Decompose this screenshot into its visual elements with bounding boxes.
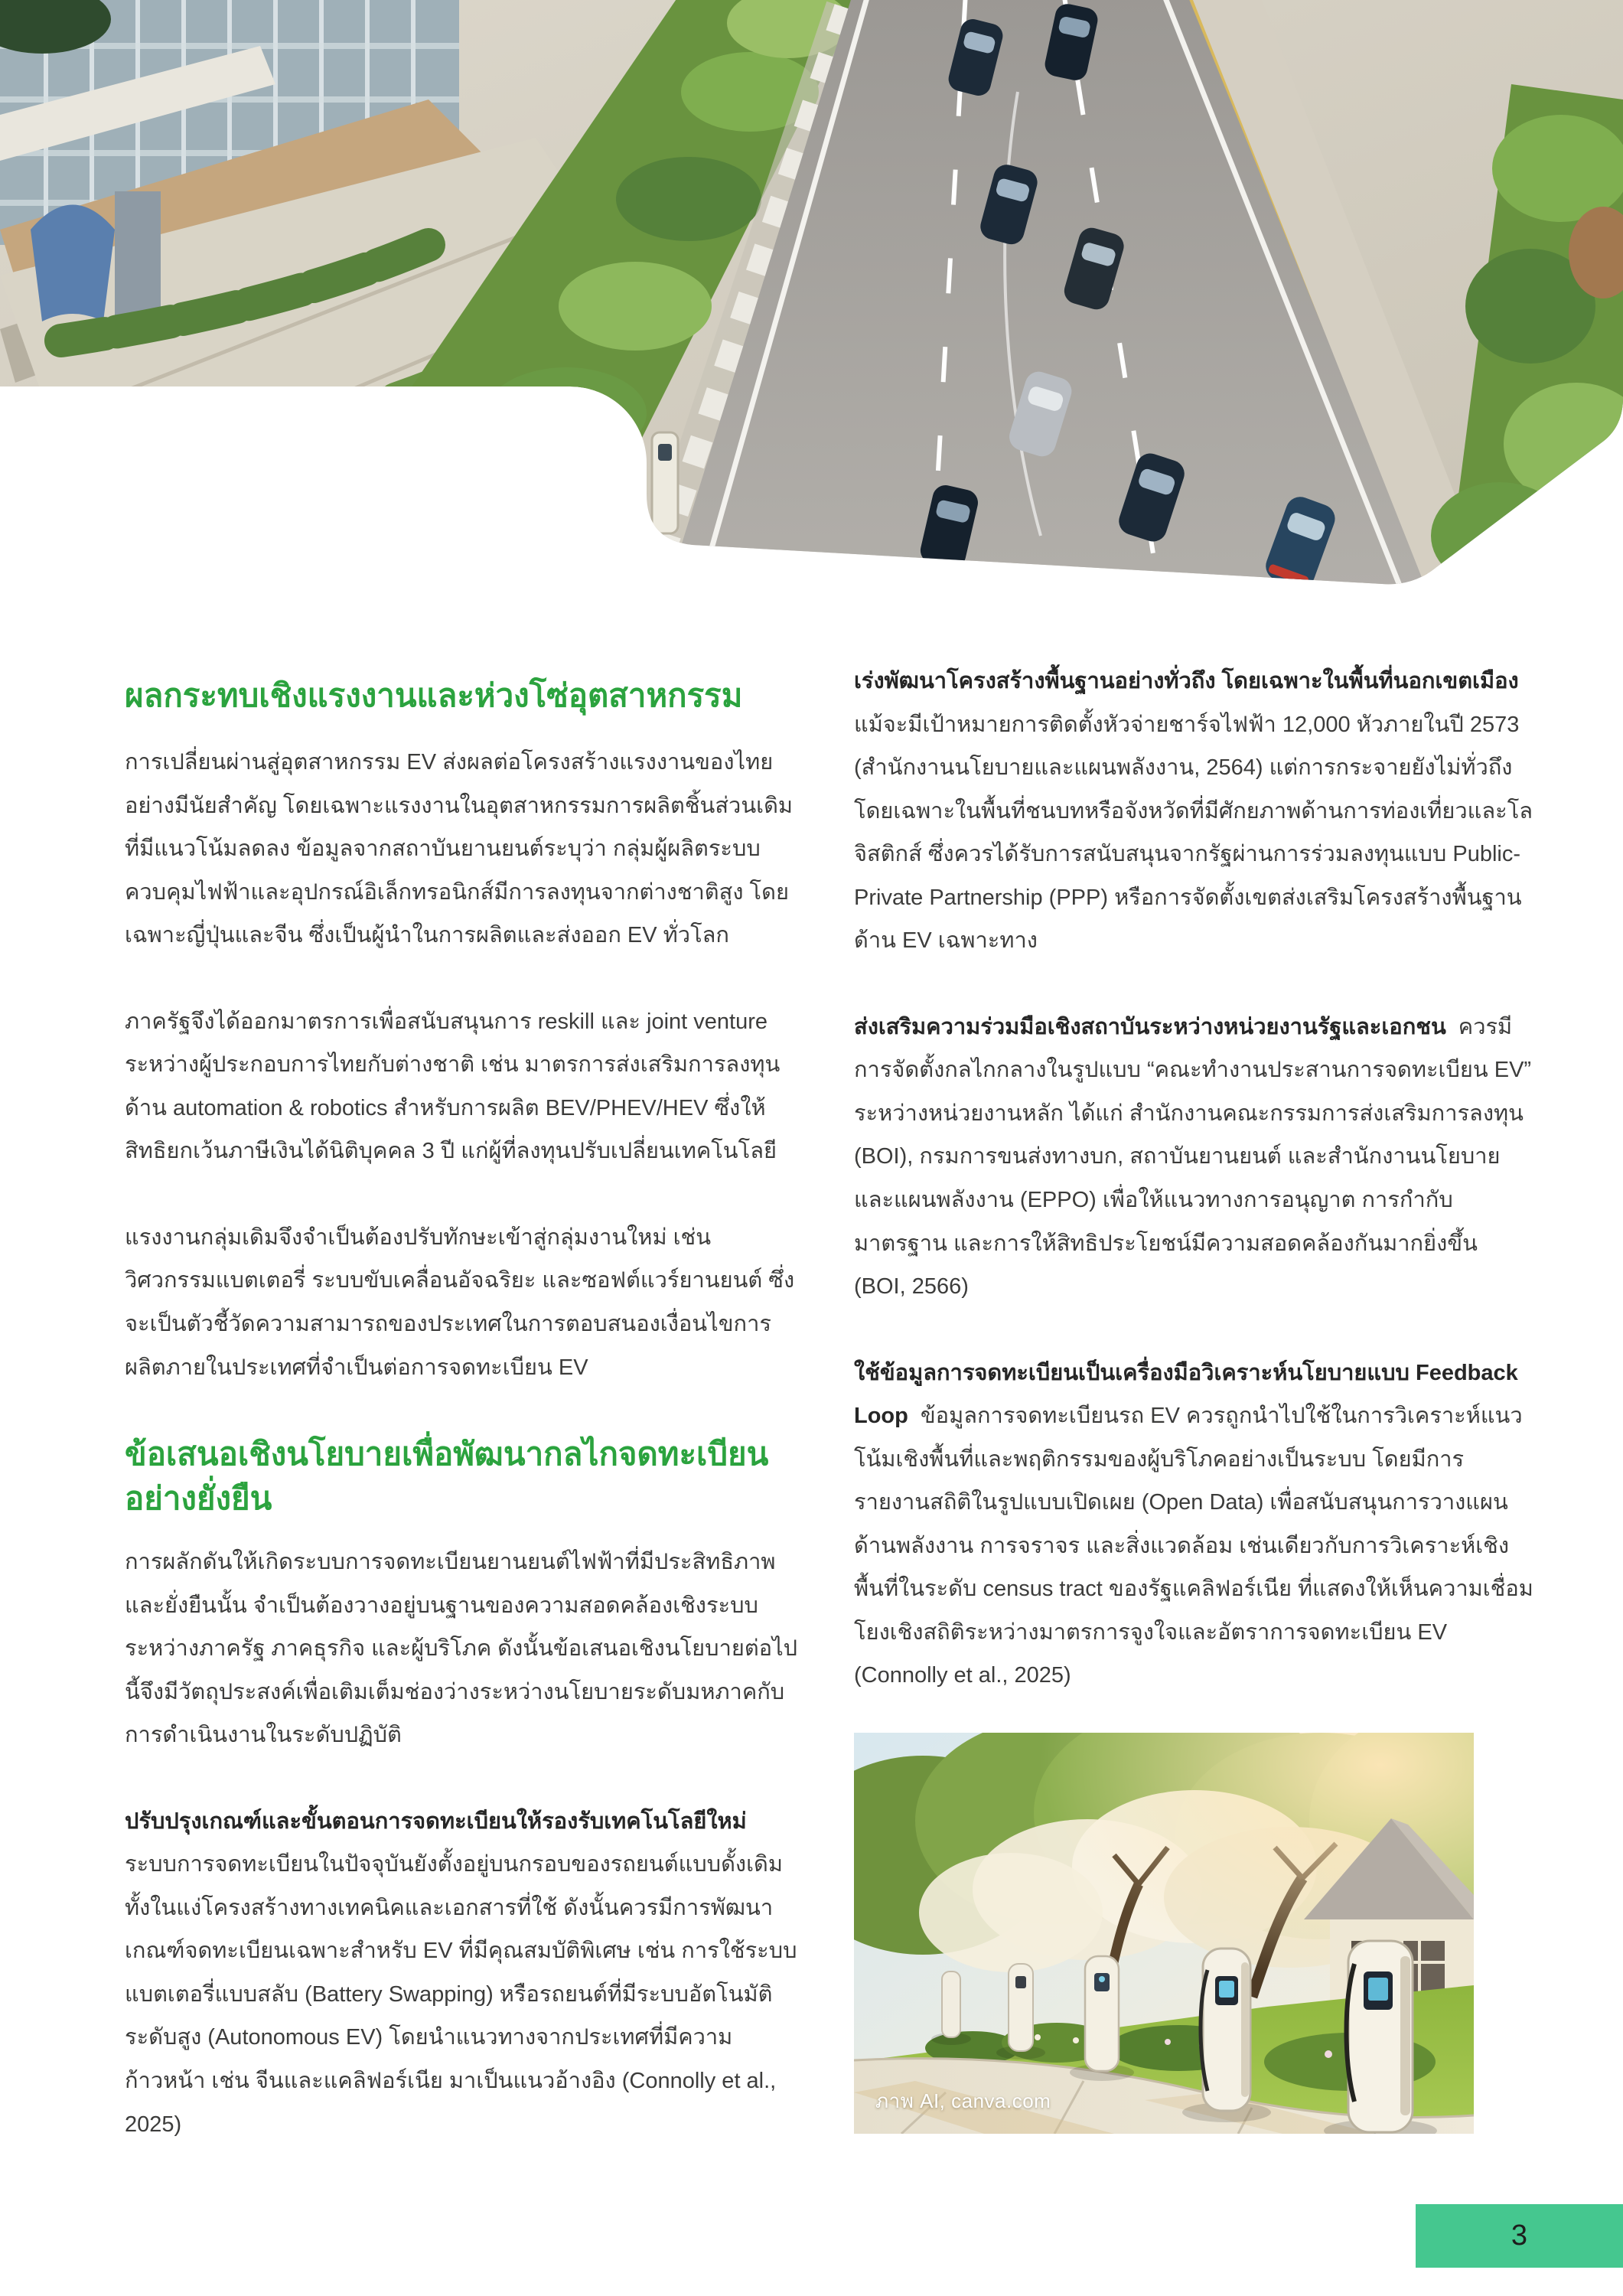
charging-park-image	[854, 1733, 1474, 2134]
left-column	[125, 673, 802, 2189]
section-heading-labor: ผลกระทบเชิงแรงงานและห่วงโซ่อุตสาหกรรม	[125, 677, 743, 713]
policy-item-body: ข้อมูลการจดทะเบียนรถ EV ควรถูกนำไปใช้ในการวิเคราะห์แนวโน้มเชิงพื้นที่และพฤติกรรมของผู้บริโภคอย่างเป็นระบบ โดยมีการรายงานสถิติในรูปแบบเปิดเผย (Open Data) เพื่อสนับสนุนการวางแผนด้านพลังงาน การจราจร และสิ่งแวดล้อม เช่นเดียวกับการวิเคราะห์เชิงพื้นที่ในระดับ census tract ของรัฐแคลิฟอร์เนีย ที่แสดงให้เห็นความเชื่อมโยงเชิงสถิติระหว่างมาตรการจูงใจและอัตราการจดทะเบียน EV (Connolly et al., 2025)	[854, 1404, 1533, 1688]
policy-item-body: ระบบการจดทะเบียนในปัจจุบันยังตั้งอยู่บนกรอบของรถยนต์แบบดั้งเดิม ทั้งในแง่โครงสร้างทางเทคนิคและเอกสารที่ใช้ ดังนั้นควรมีการพัฒนาเกณฑ์จดทะเบียนเฉพาะสำหรับ EV ที่มีคุณสมบัติพิเศษ เช่น การใช้ระบบแบตเตอรี่แบบสลับ (Battery Swapping) หรือรถยนต์ที่มีระบบอัตโนมัติระดับสูง (Autonomous EV) โดยนำแนวทางจากประเทศที่มีความก้าวหน้า เช่น จีนและแคลิฟอร์เนีย มาเป็นแนวอ้างอิง (Connolly et al., 2025)	[125, 1852, 797, 2137]
page-number-badge	[1416, 2204, 1623, 2268]
paragraph-labor-1: การเปลี่ยนผ่านสู่อุตสาหกรรม EV ส่งผลต่อโครงสร้างแรงงานของไทยอย่างมีนัยสำคัญ โดยเฉพาะแรงงานในอุตสาหกรรมการผลิตชิ้นส่วนเดิมที่มีแนวโน้มลดลง ข้อมูลจากสถาบันยานยนต์ระบุว่า กลุ่มผู้ผลิตระบบควบคุมไฟฟ้าและอุปกรณ์อิเล็กทรอนิกส์มีการลงทุนจากต่างชาติสูง โดยเฉพาะญี่ปุ่นและจีน ซึ่งเป็นผู้นำในการผลิตและส่งออก EV ทั่วโลก	[125, 749, 794, 948]
charging-park-illustration	[854, 1733, 1474, 2134]
image-credit-caption: ภาพ AI, canva.com	[875, 2089, 1051, 2113]
hero-photo-illustration	[0, 0, 1623, 612]
policy-item-institutional-cooperation	[854, 1006, 1535, 1309]
policy-item-infrastructure	[854, 660, 1535, 963]
policy-item-body: ควรมีการจัดตั้งกลไกกลางในรูปแบบ “คณะทำงานประสานการจดทะเบียน EV” ระหว่างหน่วยงานหลัก ได้แก่ สำนักงานคณะกรรมการส่งเสริมการลงทุน (BOI), กรมการขนส่งทางบก, สถาบันยานยนต์ และสำนักงานนโยบายและแผนพลังงาน (EPPO) เพื่อให้แนวทางการอนุญาต การกำกับมาตรฐาน และการให้สิทธิประโยชน์มีความสอดคล้องกันมากยิ่งขึ้น (BOI, 2566)	[854, 1014, 1532, 1300]
paragraph-policy-intro: การผลักดันให้เกิดระบบการจดทะเบียนยานยนต์ไฟฟ้าที่มีประสิทธิภาพและยั่งยืนนั้น จำเป็นต้องวางอยู่บนฐานของความสอดคล้องเชิงระบบระหว่างภาครัฐ ภาคธุรกิจ และผู้บริโภค ดังนั้นข้อเสนอเชิงนโยบายต่อไปนี้จึงมีวัตถุประสงค์เพื่อเติมเต็มช่องว่างระหว่างนโยบายระดับมหภาคกับการดำเนินงานในระดับปฏิบัติ	[125, 1549, 798, 1748]
policy-item-lead: เร่งพัฒนาโครงสร้างพื้นฐานอย่างทั่วถึง โดยเฉพาะในพื้นที่นอกเขตเมือง	[854, 669, 1519, 693]
hero-image	[0, 0, 1623, 612]
paragraph-labor-2: ภาครัฐจึงได้ออกมาตรการเพื่อสนับสนุนการ reskill และ joint venture ระหว่างผู้ประกอบการไทยกับต่างชาติ เช่น มาตรการส่งเสริมการลงทุนด้าน automation & robotics สำหรับการผลิต BEV/PHEV/HEV ซึ่งให้สิทธิยกเว้นภาษีเงินได้นิติบุคคล 3 ปี แก่ผู้ที่ลงทุนปรับเปลี่ยนเทคโนโลยี	[125, 1009, 781, 1164]
ev-charging-stations	[527, 432, 678, 561]
policy-item-lead: ใช้ข้อมูลการจดทะเบียนเป็นเครื่องมือวิเคราะห์นโยบายแบบ Feedback Loop	[854, 1360, 1518, 1429]
paragraph-labor-3: แรงงานกลุ่มเดิมจึงจำเป็นต้องปรับทักษะเข้าสู่กลุ่มงานใหม่ เช่น วิศวกรรมแบตเตอรี่ ระบบขับเคลื่อนอัจฉริยะ และซอฟต์แวร์ยานยนต์ ซึ่งจะเป็นตัวชี้วัดความสามารถของประเทศในการตอบสนองเงื่อนไขการผลิตภายในประเทศที่จำเป็นต่อการจดทะเบียน EV	[125, 1225, 795, 1380]
section-heading-policy: ข้อเสนอเชิงนโยบายเพื่อพัฒนากลไกจดทะเบียนอย่างยั่งยืน	[125, 1436, 769, 1517]
policy-item-registration-criteria	[125, 1800, 802, 2146]
policy-item-lead: ส่งเสริมความร่วมมือเชิงสถาบันระหว่างหน่วยงานรัฐและเอกชน	[854, 1014, 1446, 1039]
right-column	[854, 660, 1535, 2134]
page-number: 3	[1511, 2219, 1528, 2252]
policy-item-body: แม้จะมีเป้าหมายการติดตั้งหัวจ่ายชาร์จไฟฟ้า 12,000 หัวภายในปี 2573 (สำนักงานนโยบายและแผนพลังงาน, 2564) แต่การกระจายยังไม่ทั่วถึง โดยเฉพาะในพื้นที่ชนบทหรือจังหวัดที่มีศักยภาพด้านการท่องเที่ยวและโลจิสติกส์ ซึ่งควรได้รับการสนับสนุนจากรัฐผ่านการร่วมลงทุนแบบ Public-Private Partnership (PPP) หรือการจัดตั้งเขตส่งเสริมโครงสร้างพื้นฐานด้าน EV เฉพาะทาง	[854, 712, 1533, 954]
policy-item-feedback-loop	[854, 1352, 1535, 1698]
policy-item-lead: ปรับปรุงเกณฑ์และขั้นตอนการจดทะเบียนให้รองรับเทคโนโลยีใหม่	[125, 1808, 747, 1834]
